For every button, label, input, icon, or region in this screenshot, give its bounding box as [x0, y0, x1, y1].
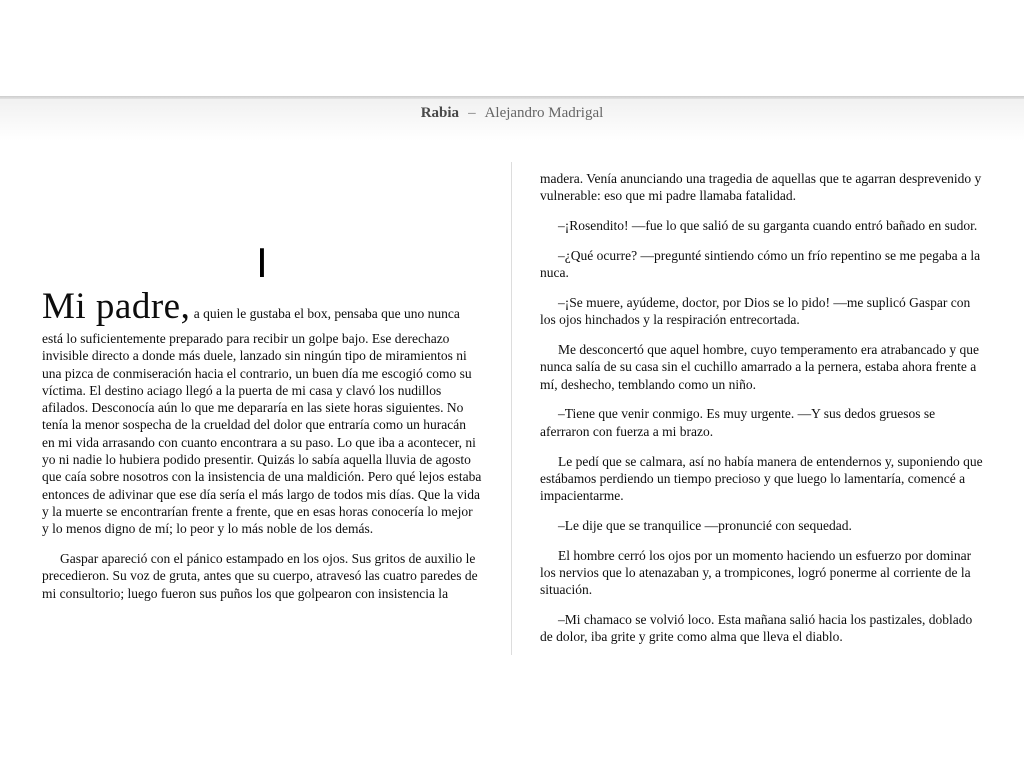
page-column-right — [540, 170, 987, 646]
paragraph: –¡Se muere, ayúdeme, doctor, por Dios se lo pido! —me suplicó Gaspar con los ojos hinchados y la respiración entrecortada. — [540, 294, 971, 328]
paragraph: Gaspar apareció con el pánico estampado en los ojos. Sus gritos de auxilio le precedieron. Su voz de gruta, antes que su cuerpo, atravesó las cuatro paredes de mi consultorio; luego fueron sus puños los que golpearon con insistencia la — [42, 551, 478, 601]
right-column-paragraphs — [540, 170, 987, 646]
column-divider — [511, 162, 512, 655]
paragraph: El hombre cerró los ojos por un momento haciendo un esfuerzo por dominar los nervios que lo atenazaban y, a trompicones, logró ponerme al corriente de la situación. — [540, 547, 972, 598]
reader-header — [0, 103, 1024, 123]
opening-paragraph — [42, 284, 482, 538]
book-title: Rabia — [420, 105, 460, 121]
paragraph: Le pedí que se calmara, así no había manera de entendernos y, suponiendo que estábamos perdiendo un tiempo precioso y que luego lo lamentaría, comencé a impacientarme. — [540, 453, 983, 504]
paragraph: madera. Venía anunciando una tragedia de aquellas que te agarran desprevenido y vulnerable: eso que mi padre llamaba fatalidad. — [540, 171, 982, 204]
paragraph: –Tiene que venir conmigo. Es muy urgente. —Y sus dedos gruesos se aferraron con fuerza a mi brazo. — [540, 406, 936, 439]
page-column-left — [42, 160, 482, 602]
paragraph: Me desconcertó que aquel hombre, cuyo temperamento era atrabancado y que nunca salía de su casa sin el cuchillo amarrado a la pernera, estaba ahora frente a mí, deshecho, temblando como un niño. — [540, 342, 979, 392]
opening-lead-phrase: Mi padre, — [42, 286, 191, 327]
left-column-paragraphs — [42, 550, 482, 602]
title-author-separator: – — [468, 105, 476, 121]
paragraph: –¿Qué ocurre? —pregunté sintiendo cómo un frío repentino se me pegaba a la nuca. — [540, 247, 981, 281]
paragraph: –Mi chamaco se volvió loco. Esta mañana salió hacia los pastizales, doblado de dolor, iba grite y grite como alma que lleva el diablo. — [540, 612, 973, 645]
opening-paragraph-rest: a quien le gustaba el box, pensaba que uno nunca está lo suficientemente preparado para recibir un golpe bajo. Ese derechazo invisible directo a donde más duele, lanzado sin ningún tipo de miramientos ni una pizca de conmiseración hacia el contrario, un buen día me escogió como su víctima. El destino aciago llegó a la puerta de mi casa y clavó los nudillos afilados. Desconocía aún lo que me depararía en las siete horas siguientes. No tenía la menor sospecha de la crueldad del dolor que entraría como un huracán en mi vida arrasando con cuanto encontrara a su paso. Lo que iba a acontecer, ni yo ni nadie lo hubiera podido presentir. Quizás lo sabía aquella lluvia de agosto que caía sobre nosotros con la insistencia de una maldición. Pero qué lejos estaba entonces de adivinar que ese día sería el más largo de todos mis días. Que la vida y la muerte se encontrarían frente a frente, que en esas horas conocería lo mejor y lo menos digno de mí; lo peor y lo más noble de los demás. — [42, 306, 482, 537]
chapter-number: I — [256, 239, 268, 286]
paragraph: –Le dije que se tranquilice —pronuncié con sequedad. — [558, 517, 852, 533]
book-author: Alejandro Madrigal — [484, 105, 604, 121]
paragraph: –¡Rosendito! —fue lo que salió de su garganta cuando entró bañado en sudor. — [558, 218, 978, 234]
